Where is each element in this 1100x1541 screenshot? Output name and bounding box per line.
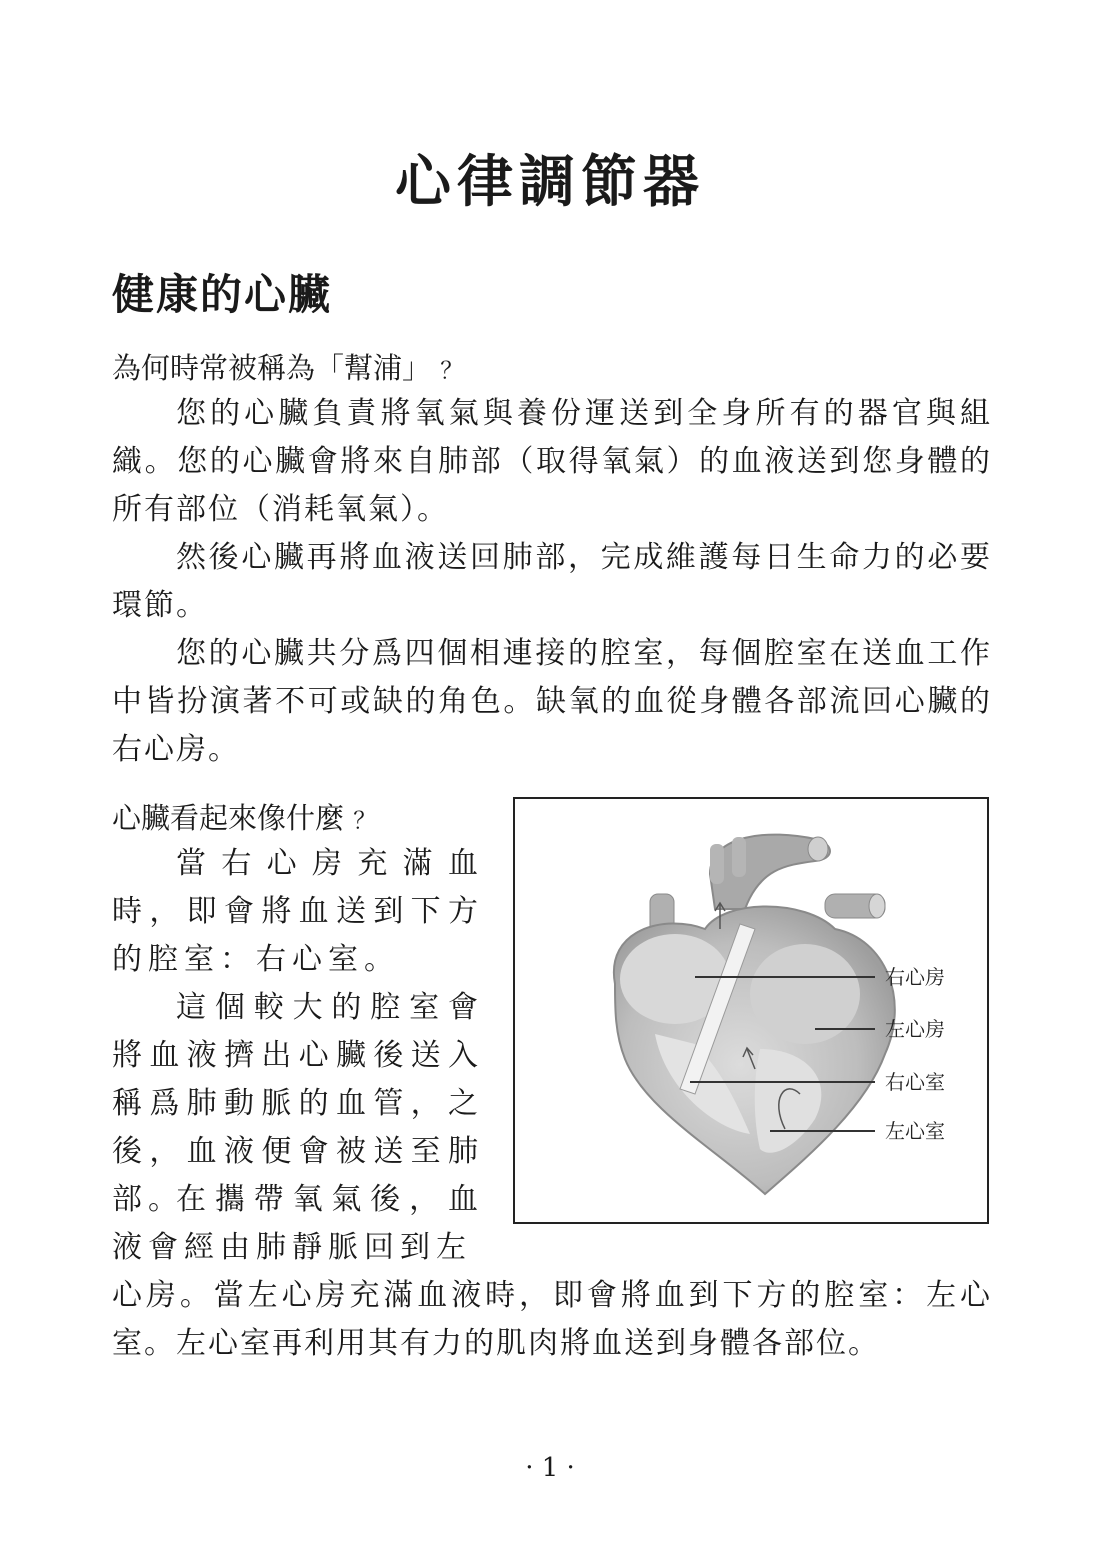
subheading-pump-text: 為何時常被稱為「幫浦」 — [112, 351, 432, 385]
label-left-atrium: 左心房 — [885, 1017, 945, 1041]
heart-diagram — [513, 797, 989, 1224]
paragraph-1: 您的心臟負責將氧氣與養份運送到全身所有的器官與組織。您的心臟會將來自肺部（取得氧氣）的血液送到您身體的所有部位（消耗氧氣）。 — [112, 396, 992, 527]
aorta — [710, 835, 830, 909]
subheading-look-text: 心臟看起來像什麼 — [112, 801, 345, 835]
label-right-atrium: 右心房 — [885, 965, 945, 989]
subheading-look — [112, 796, 376, 837]
subheading-look-mark: ？ — [353, 808, 377, 834]
paragraph-6: 在攜帶氧氣後，血液會經由肺靜脈回到左 — [112, 1182, 484, 1265]
heart-illustration — [515, 799, 987, 1222]
label-left-ventricle: 左心室 — [885, 1119, 945, 1143]
page-title: 心律調節器 — [395, 149, 705, 215]
paragraph-4: 當右心房充滿血時，即會將血送到下方的腔室：右心室。 — [112, 846, 484, 977]
paragraph-2: 然後心臟再將血液送回肺部，完成維護每日生命力的必要環節。 — [112, 540, 992, 623]
page-number: · 1 · — [525, 1453, 575, 1483]
paragraph-3: 您的心臟共分爲四個相連接的腔室，每個腔室在送血工作中皆扮演著不可或缺的角色。缺氧的血從身體各部流回心臟的右心房。 — [112, 636, 992, 767]
paragraph-6-continuation: 心房。當左心房充滿血液時，即會將血到下方的腔室：左心室。左心室再利用其有力的肌肉將血送到身體各部位。 — [112, 1278, 992, 1361]
label-right-ventricle: 右心室 — [885, 1070, 945, 1094]
subheading-pump — [112, 346, 463, 387]
subheading-pump-mark: ？ — [440, 358, 464, 384]
paragraph-5: 這個較大的腔室會將血液擠出心臟後送入稱爲肺動脈的血管，之後，血液便會被送至肺部。 — [112, 990, 484, 1217]
section-heading: 健康的心臟 — [112, 270, 333, 319]
